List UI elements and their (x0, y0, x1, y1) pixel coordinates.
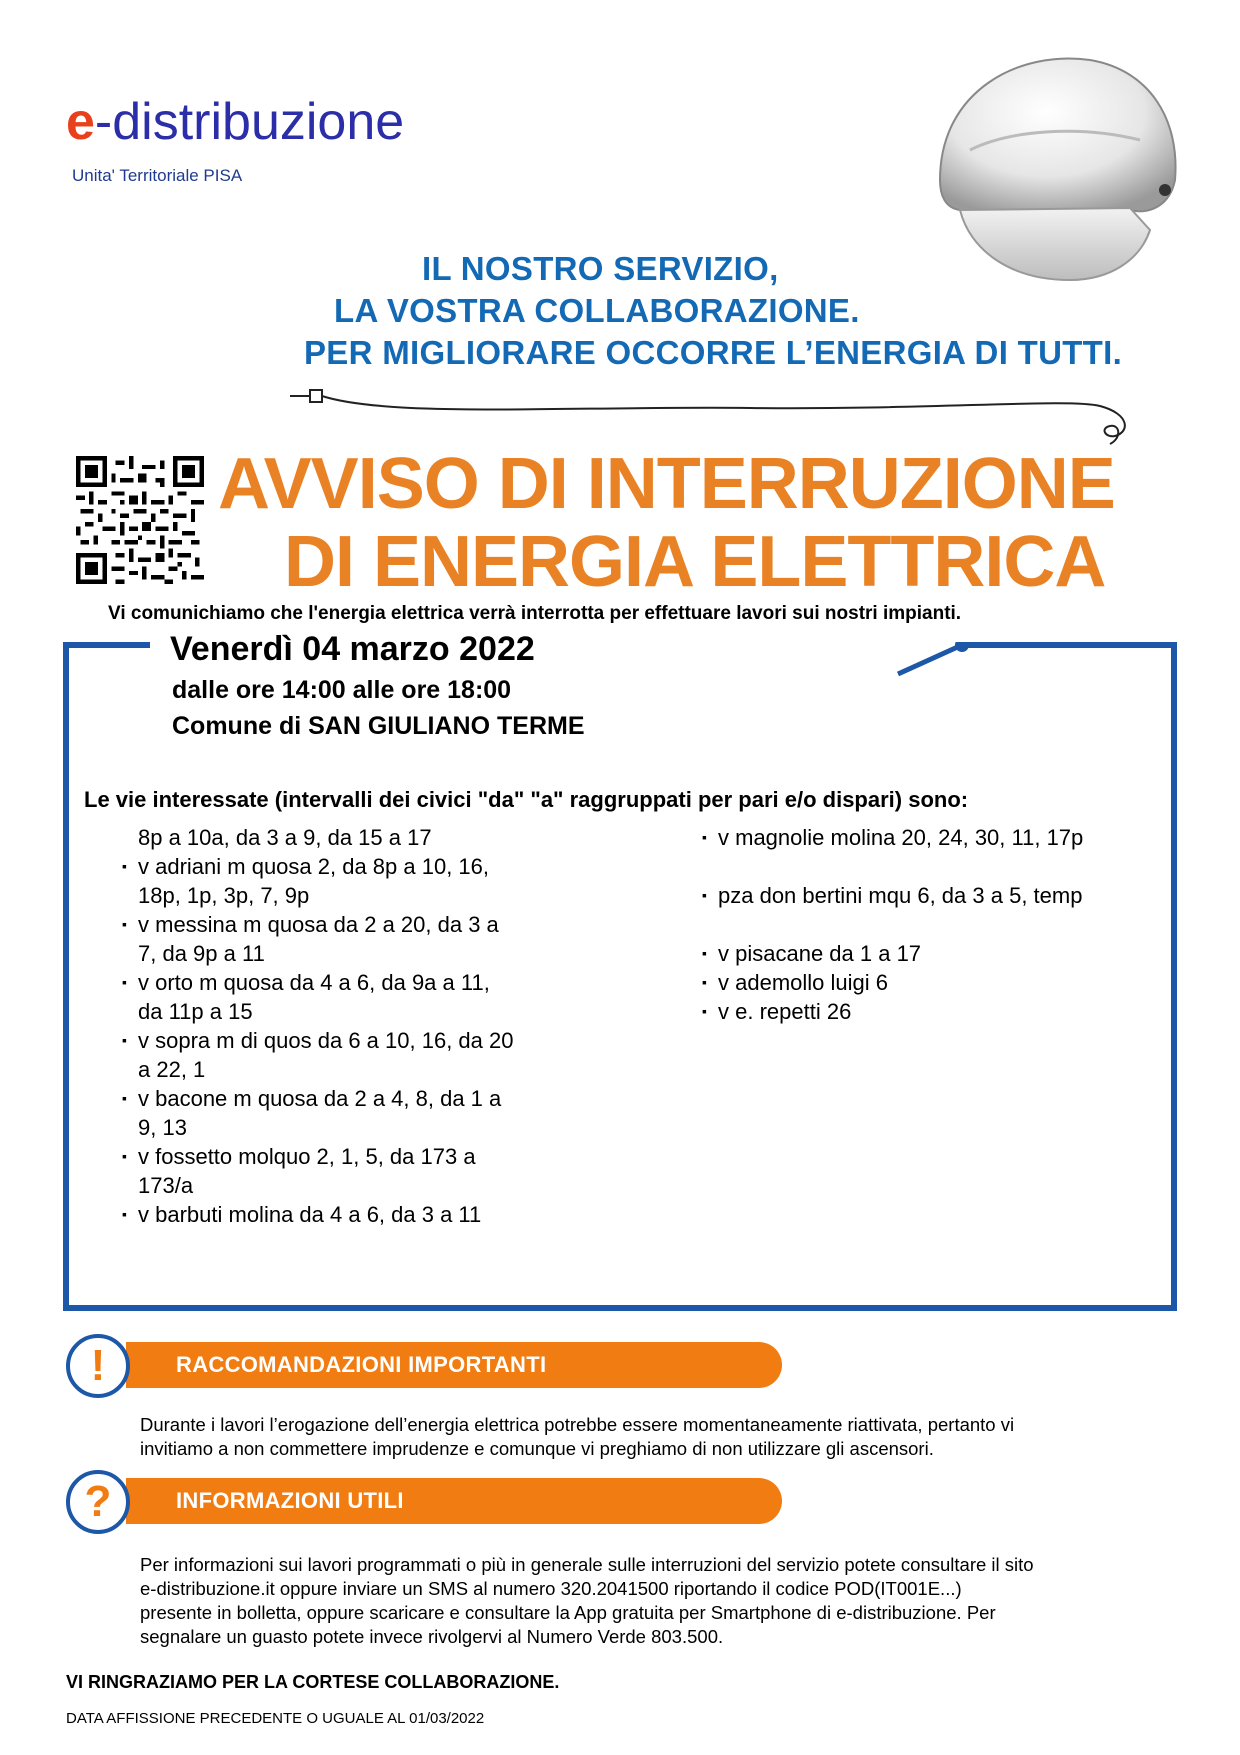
list-item (122, 910, 592, 968)
unit-label: Unita' Territoriale PISA (72, 166, 243, 185)
bullet-icon: ▪ (122, 1148, 127, 1164)
slogan-line-3: PER MIGLIORARE OCCORRE L’ENERGIA DI TUTTI. (304, 334, 1123, 371)
paragraph-line: Durante i lavori l’erogazione dell’energia elettrica potrebbe essere momentaneamente riattivata, pertanto vi (140, 1414, 1015, 1435)
streets-title: Le vie interessate (intervalli dei civici "da" "a" raggruppati per pari e/o dispari) sono: (84, 787, 969, 812)
bullet-icon: ▪ (122, 858, 127, 874)
list-item (122, 852, 592, 910)
street-line: a 22, 1 (138, 1057, 206, 1082)
e-distribuzione-logo (66, 93, 405, 151)
street-line: v ademollo luigi 6 (718, 970, 888, 995)
list-item (702, 823, 1172, 852)
bullet-icon: ▪ (702, 974, 707, 990)
street-line: v magnolie molina 20, 24, 30, 11, 17p (718, 825, 1084, 850)
list-item: 8p a 10a, da 3 a 9, da 15 a 17 (138, 825, 432, 850)
bullet-icon: ▪ (122, 1032, 127, 1048)
street-line: v bacone m quosa da 2 a 4, 8, da 1 a (138, 1086, 502, 1111)
street-line: 18p, 1p, 3p, 7, 9p (138, 883, 310, 908)
street-line: v sopra m di quos da 6 a 10, 16, da 20 (138, 1028, 514, 1053)
info-label: INFORMAZIONI UTILI (176, 1488, 404, 1513)
posting-date: DATA AFFISSIONE PRECEDENTE O UGUALE AL 01/03/2022 (66, 1710, 485, 1727)
bullet-icon: ▪ (122, 916, 127, 932)
street-line: v pisacane da 1 a 17 (718, 941, 922, 966)
recommendations-text (140, 1413, 1140, 1461)
streets-list-left (122, 823, 592, 1229)
list-item (702, 997, 1172, 1026)
list-item (702, 968, 1172, 997)
recommendations-label: RACCOMANDAZIONI IMPORTANTI (176, 1352, 547, 1377)
thanks-text: VI RINGRAZIAMO PER LA CORTESE COLLABORAZIONE. (66, 1672, 560, 1692)
info-banner (66, 1470, 782, 1528)
bullet-icon: ▪ (702, 887, 707, 903)
street-line: 9, 13 (138, 1115, 187, 1140)
paragraph-line: presente in bolletta, oppure scaricare e consultare la App gratuita per Smartphone di e-distribuzione. Per (140, 1602, 996, 1623)
bullet-icon: ▪ (702, 1003, 707, 1019)
outage-date: Venerdì 04 marzo 2022 (170, 630, 535, 668)
bullet-icon: ▪ (122, 1090, 127, 1106)
paragraph-line: invitiamo a non commettere imprudenze e comunque vi preghiamo di non utilizzare gli ascensori. (140, 1438, 934, 1459)
list-item (122, 1142, 592, 1200)
slogan-line-1: IL NOSTRO SERVIZIO, (422, 250, 779, 287)
list-item (122, 968, 592, 1026)
list-item (122, 1026, 592, 1084)
recommendations-banner (66, 1334, 782, 1392)
street-line: v fossetto molquo 2, 1, 5, da 173 a (138, 1144, 476, 1169)
logo-text: -distribuzione (94, 93, 405, 151)
paragraph-line: segnalare un guasto potete invece rivolgervi al Numero Verde 803.500. (140, 1626, 724, 1647)
bullet-icon: ▪ (702, 829, 707, 845)
street-line: v adriani m quosa 2, da 8p a 10, 16, (138, 854, 490, 879)
list-item (122, 1084, 592, 1142)
list-item (122, 1200, 592, 1229)
list-item (702, 881, 1172, 910)
street-line: v e. repetti 26 (718, 999, 852, 1024)
street-line: 173/a (138, 1173, 194, 1198)
outage-comune: Comune di SAN GIULIANO TERME (172, 712, 585, 740)
paragraph-line: Per informazioni sui lavori programmati o più in generale sulle interruzioni del servizio potete consultare il sito (140, 1554, 1034, 1575)
bullet-icon: ▪ (122, 1206, 127, 1222)
street-line: da 11p a 15 (138, 999, 253, 1024)
streets-list-right (702, 823, 1172, 1026)
street-line: 7, da 9p a 11 (138, 941, 265, 966)
intro-text: Vi comunichiamo che l'energia elettrica verrà interrotta per effettuare lavori sui nostri impianti. (108, 603, 962, 624)
qr-code-icon (76, 456, 204, 584)
paragraph-line: e-distribuzione.it oppure inviare un SMS al numero 320.2041500 riportando il codice POD(IT001E...) (140, 1578, 962, 1599)
title-line-1: AVVISO DI INTERRUZIONE (218, 444, 1115, 524)
question-icon: ? (66, 1470, 130, 1534)
title-line-2: DI ENERGIA ELETTRICA (284, 522, 1106, 602)
outage-hours: dalle ore 14:00 alle ore 18:00 (172, 676, 512, 704)
street-line: v orto m quosa da 4 a 6, da 9a a 11, (138, 970, 490, 995)
exclamation-icon: ! (66, 1334, 130, 1398)
street-line: v messina m quosa da 2 a 20, da 3 a (138, 912, 499, 937)
list-item (702, 939, 1172, 968)
slogan-line-2: LA VOSTRA COLLABORAZIONE. (334, 292, 860, 329)
street-line: pza don bertini mqu 6, da 3 a 5, temp (718, 883, 1083, 908)
info-text (140, 1553, 1140, 1649)
bullet-icon: ▪ (122, 974, 127, 990)
logo-e: e (66, 93, 95, 151)
slogan (210, 236, 1150, 456)
street-line: v barbuti molina da 4 a 6, da 3 a 11 (138, 1202, 482, 1227)
bullet-icon: ▪ (702, 945, 707, 961)
